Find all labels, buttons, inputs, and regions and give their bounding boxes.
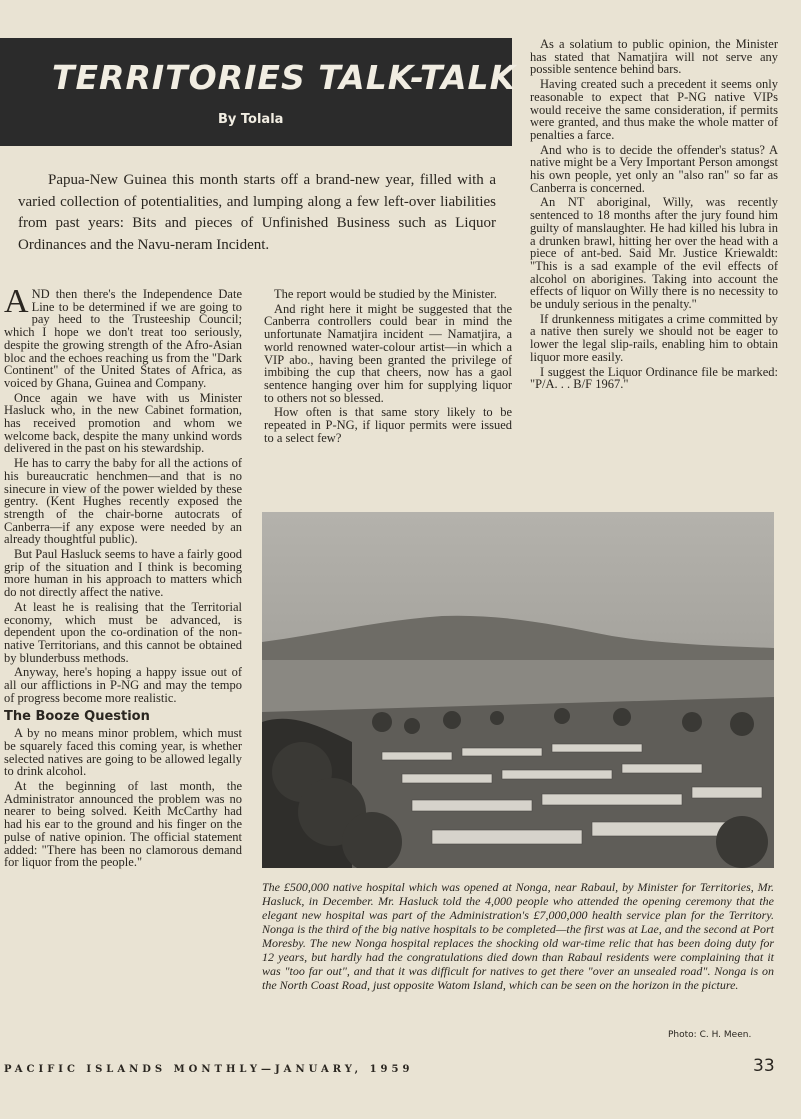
article-paragraph: As a solatium to public opinion, the Minister has stated that Namatjira will not serve any possible sentence behind bars. bbox=[530, 38, 778, 77]
article-paragraph: An NT aboriginal, Willy, was recently sentenced to 18 months after the jury found him guilty of manslaughter. He had killed his lubra in a drunken brawl, hitting her over the head with a piece of ant-bed. Said Mr. Justice Kriewaldt: "This is a sad example of the evil effects of alcohol on aborigines. Taking into account the effects of liquor on Willy there is no necessity to be unduly serious in the penalty." bbox=[530, 195, 778, 312]
article-paragraph: A by no means minor problem, which must be squarely faced this coming year, is whether selected natives are going to be allowed legally to drink alcohol. bbox=[4, 726, 242, 779]
article-column-1 bbox=[4, 288, 242, 1058]
intro-paragraph: Papua-New Guinea this month starts off a brand-new year, filled with a varied collection of potentialities, and lumping along a few left-over liabilities from past years: Bits and pieces of Unfinished Business such as Liquor Ordinances and the Navu-neram Incident. bbox=[18, 172, 496, 253]
article-paragraph: The report would be studied by the Minister. bbox=[274, 288, 497, 301]
article-paragraph: I suggest the Liquor Ordinance file be marked: "P/A. . . B/F 1967." bbox=[530, 364, 778, 392]
article-paragraph: And right here it might be suggested that the Canberra controllers could bear in mind the unfortunate Namatjira incident — Namatjira, a world renowned water-colour artist—in which a VIP abo., having been granted the privilege of imbibing the cup that cheers, now has a gaol sentence hanging over him for supplying liquor to others not so blessed. bbox=[264, 301, 512, 405]
photo-caption: The £500,000 native hospital which was opened at Nonga, near Rabaul, by Minister for Territories, Mr. Hasluck, in December. Mr. Hasluck told the 4,000 people who attended the opening ceremony that the elegant new hospital was part of the Administration's £7,000,000 health service plan for the Territory. Nonga is the third of the big native hospitals to be completed—the first was at Lae, and the second at Port Moresby. The new Nonga hospital replaces the shocking old war-time relic that has been doing duty for 12 years, but hardly had the congratulations died down than Rabaul residents were complaining that it was "too far out", and that it was difficult for natives to get there "over an unsealed road". Nonga is on the North Coast Road, just opposite Watom Island, which can be seen on the horizon in the picture. bbox=[262, 880, 774, 992]
article-paragraph: If drunkenness mitigates a crime committed by a native then surely we should not be eager to lower the legal slip-rails, enabling him to obtain liquor more easily. bbox=[530, 311, 778, 364]
photo-illustration bbox=[262, 512, 774, 868]
article-paragraph: And who is to decide the offender's status? A native might be a Very Important Person amongst his own people, yet only an "also ran" so far as Canberra is concerned. bbox=[530, 142, 778, 195]
article-paragraph: Having created such a precedent it seems only reasonable to expect that P-NG native VIPs would receive the same consideration, if permits were granted, and thus make the whole matter of penalties a farce. bbox=[530, 77, 778, 142]
article-column-2 bbox=[264, 288, 512, 500]
section-heading: The Booze Question bbox=[4, 708, 150, 724]
drop-cap: A bbox=[4, 288, 29, 320]
article-paragraph: At least he is realising that the Territorial economy, which must be advanced, is dependent upon the co-ordination of the non-native Territorians, and this cannot be obtained by blunderbuss methods. bbox=[4, 599, 242, 665]
article-paragraph: Once again we have with us Minister Hasluck who, in the new Cabinet formation, has received promotion and whom we welcome back, despite the many unkind words delivered in the past on his stewardship. bbox=[4, 390, 242, 456]
article-paragraph-text: ND then there's the Independence Date Line to be determined if we are going to pay heed to the Trusteeship Council; which I hope we don't treat too seriously, despite the growing strength of the Afro-Asian bloc and the echoes reaching us from the "Dark Continent" of the United States of Africa, as voiced by Ghana, Guinea and Company. bbox=[4, 288, 242, 390]
byline: By Tolala bbox=[218, 112, 284, 127]
article-paragraph bbox=[4, 288, 242, 390]
article-column-3 bbox=[530, 38, 778, 508]
article-paragraph: How often is that same story likely to be repeated in P-NG, if liquor permits were issued to a select few? bbox=[264, 405, 512, 445]
page-number: 33 bbox=[753, 1056, 775, 1076]
publication-footer: PACIFIC ISLANDS MONTHLY—JANUARY, 1959 bbox=[4, 1064, 414, 1075]
hospital-photo bbox=[262, 512, 774, 868]
article-paragraph: But Paul Hasluck seems to have a fairly good grip of the situation and I think is becoming more human in his approach to matters which do not directly affect the native. bbox=[4, 547, 242, 600]
article-paragraph: Anyway, here's hoping a happy issue out of all our afflictions in P-NG and may the tempo of progress become more realistic. bbox=[4, 665, 242, 705]
photo-credit: Photo: C. H. Meen. bbox=[668, 1030, 752, 1040]
page-title: TERRITORIES TALK-TALK bbox=[52, 58, 517, 97]
article-paragraph: At the beginning of last month, the Administrator announced the problem was no nearer to being solved. Keith McCarthy had had his ear to the ground and his finger on the pulse of native opinion. The official statement added: "There has been no clamorous demand for liquor from the people." bbox=[4, 779, 242, 870]
article-paragraph: He has to carry the baby for all the actions of his bureaucratic henchmen—and that is no sinecure in view of the power wielded by these gentry. (Kent Hughes recently exposed the strength of the chair-borne autocrats of Canberra—if any expose were needed by an already thoughtful public). bbox=[4, 456, 242, 547]
